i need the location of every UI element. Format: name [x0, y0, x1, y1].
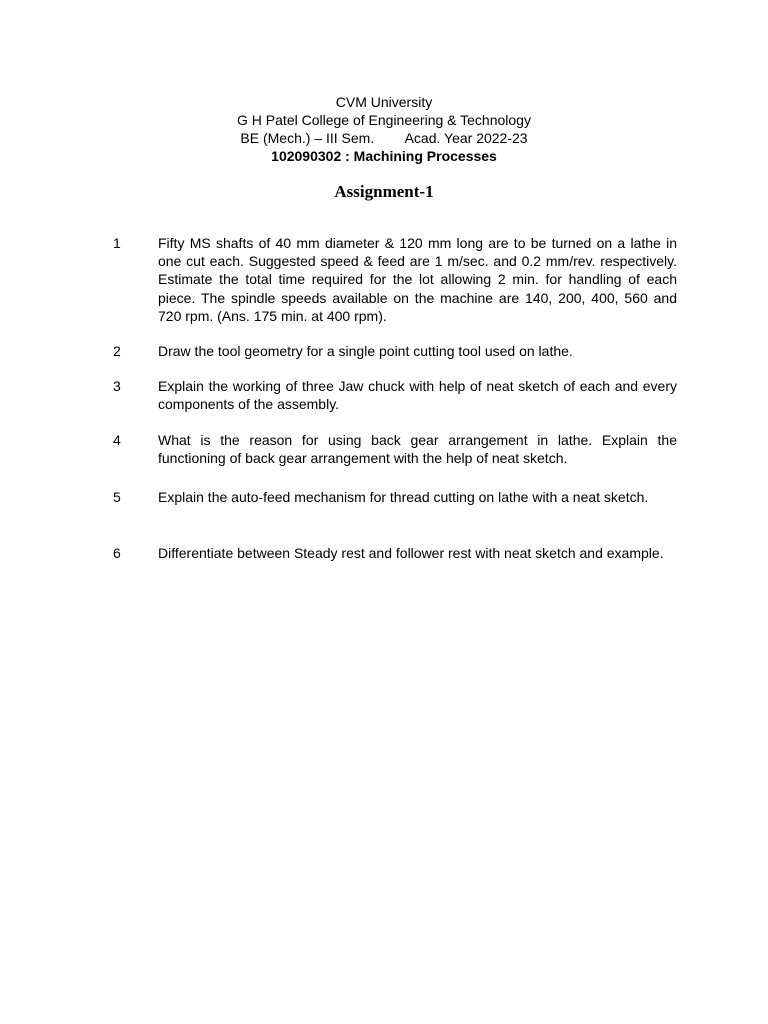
- program-line: BE (Mech.) – III Sem. Acad. Year 2022-23: [240, 130, 528, 146]
- question-number: 3: [113, 378, 121, 394]
- question-text: Explain the auto-feed mechanism for thread cutting on lathe with a neat sketch.: [158, 489, 649, 505]
- college-name: G H Patel College of Engineering & Technology: [237, 112, 531, 128]
- document-header: [0, 93, 768, 165]
- question-text: Differentiate between Steady rest and follower rest with neat sketch and example.: [158, 545, 664, 561]
- question-text: Draw the tool geometry for a single point cutting tool used on lathe.: [158, 343, 573, 359]
- question-text: Explain the working of three Jaw chuck with help of neat sketch of each and every components of the assembly.: [158, 378, 677, 413]
- question-number: 1: [113, 235, 121, 251]
- university-name: CVM University: [335, 94, 433, 110]
- question-number: 2: [113, 343, 121, 359]
- course-title: 102090302 : Machining Processes: [271, 148, 497, 164]
- question-number: 4: [113, 432, 121, 448]
- question-text: Fifty MS shafts of 40 mm diameter & 120 mm long are to be turned on a lathe in one cut each. Suggested speed & feed are 1 m/sec. and 0.2 mm/rev. respectively. Estimate the total time required for the lot allowing 2 min. for handling of each piece. The spindle speeds available on the machine are 140, 200, 400, 560 and 720 rpm. (Ans. 175 min. at 400 rpm).: [158, 235, 677, 324]
- question-number: 6: [113, 545, 121, 561]
- question-number: 5: [113, 489, 121, 505]
- assignment-title: Assignment-1: [334, 182, 434, 201]
- question-text: What is the reason for using back gear arrangement in lathe. Explain the functioning of back gear arrangement with the help of neat sketch.: [158, 432, 677, 467]
